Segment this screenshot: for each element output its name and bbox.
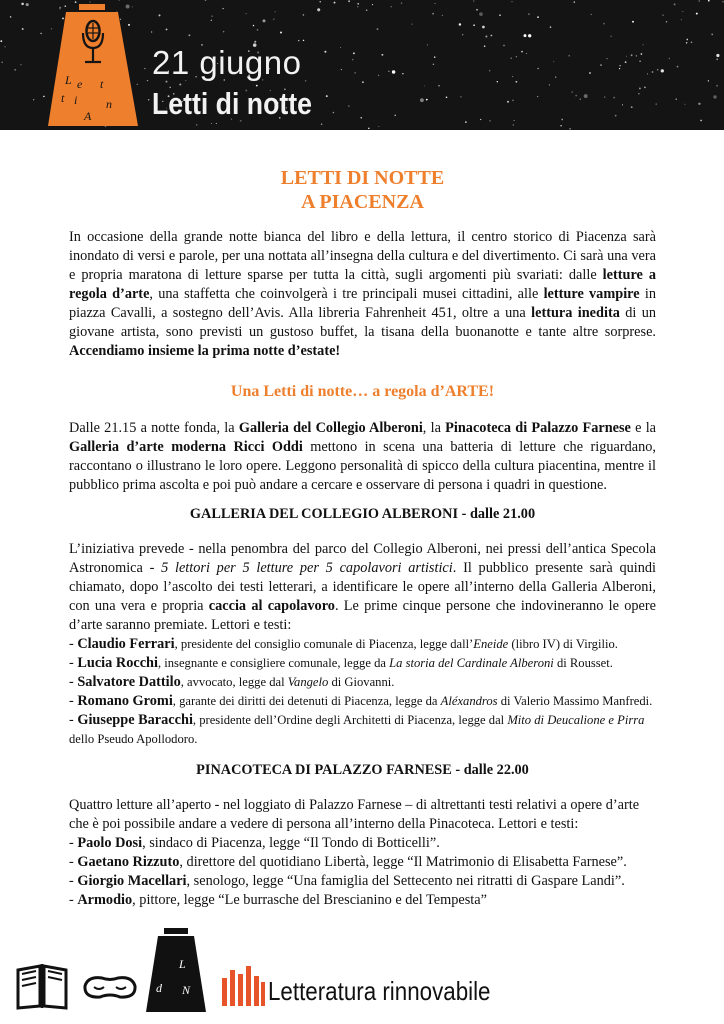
star	[321, 123, 322, 124]
star	[625, 61, 627, 63]
star	[489, 120, 491, 122]
list-item: - Giuseppe Baracchi, presidente dell’Ordine degli Architetti di Piacenza, legge dal Mito di Deucalione e Pirra dello Pseudo Apollodoro.	[69, 712, 645, 746]
work-title: Eneide	[473, 637, 509, 651]
bookshelf-icon	[222, 966, 266, 1008]
reader-name: Paolo Dosi	[77, 835, 143, 851]
star	[662, 14, 664, 16]
star	[433, 64, 434, 65]
reader-name: Claudio Ferrari	[77, 636, 175, 652]
star	[432, 13, 434, 15]
text-bold: Accendiamo insieme la prima notte d’estate!	[69, 343, 341, 359]
farnese-readers-list	[69, 834, 656, 910]
star	[4, 46, 5, 47]
star	[394, 115, 395, 116]
lamp-microphone-icon	[48, 4, 138, 126]
star	[579, 98, 581, 100]
star	[216, 123, 217, 124]
star	[524, 34, 527, 37]
text-bold: caccia al capolavoro	[208, 598, 335, 614]
text-run: . Le prime cinque persone che indovineranno le opere d’arte saranno premiate. Lettori e testi:	[69, 598, 656, 633]
star	[388, 71, 389, 72]
star	[674, 3, 676, 5]
star	[377, 28, 379, 30]
text-run: e la	[630, 420, 657, 436]
text-run: L’iniziativa prevede - nella penombra del parco del Collegio Alberoni, nei pressi dell’antica Specola Astronomica -	[69, 541, 656, 576]
list-item: - Gaetano Rizzuto, direttore del quotidiano Libertà, legge “Il Matrimonio di Elisabetta Farnese”.	[69, 854, 627, 870]
star	[212, 16, 213, 17]
header-banner	[0, 0, 724, 130]
star	[21, 3, 24, 6]
star	[368, 128, 369, 129]
page-title	[69, 166, 656, 214]
star	[353, 52, 355, 54]
star	[166, 28, 168, 30]
star	[442, 15, 443, 16]
section-heading-farnese: PINACOTECA DI PALAZZO FARNESE - dalle 22.00	[196, 762, 529, 778]
star	[619, 68, 620, 69]
star	[26, 3, 29, 6]
star	[427, 44, 428, 45]
star	[20, 64, 22, 66]
star	[675, 98, 677, 100]
reader-name: Giuseppe Baracchi	[77, 712, 193, 728]
star	[480, 119, 481, 120]
star	[89, 1, 90, 2]
star	[491, 35, 493, 37]
logo-letter: i	[74, 93, 78, 107]
reader-name: Armodio	[77, 892, 133, 908]
alberoni-readers-list	[69, 635, 656, 749]
logo-letter: t	[61, 91, 65, 105]
star	[319, 1, 320, 2]
farnese-paragraph: Quattro letture all’aperto - nel loggiato di Palazzo Farnese – di altrettanti testi relativi a opere d’arte che è poi possibile andare a vedere di persona all’interno della Pinacoteca. Lettori e testi:	[69, 797, 640, 832]
star	[151, 31, 152, 32]
star	[484, 45, 486, 47]
star	[684, 104, 685, 105]
star	[604, 96, 606, 98]
star	[686, 39, 688, 41]
star	[560, 125, 561, 126]
star	[561, 119, 563, 121]
star	[526, 53, 527, 54]
star	[669, 58, 670, 59]
star	[273, 19, 274, 20]
star	[619, 65, 620, 66]
lamp-icon	[146, 928, 206, 1012]
intro-paragraph	[69, 228, 656, 361]
text-run: In occasione della grande notte bianca del libro e della lettura, il centro storico di Piacenza sarà inondato di versi e parole, per una nottata all’insegna della cultura e del divertimento. Ci sarà una vera e propria maratona di letture sparse per tutta la città, sugli argomenti più svariati: dalle	[69, 229, 656, 283]
star	[434, 3, 435, 4]
list-item: - Claudio Ferrari, presidente del consiglio comunale di Piacenza, legge dall’Eneide (libro IV) di Virgilio.	[69, 636, 618, 652]
star	[537, 16, 539, 18]
star	[516, 81, 518, 83]
star	[682, 11, 683, 12]
star	[317, 8, 320, 11]
star	[326, 95, 328, 97]
text-run: di un giovane artista, sono previsti un gustoso buffet, la tisana della buonanotte e tante altre sorprese.	[69, 305, 656, 340]
star	[606, 58, 607, 59]
star	[575, 95, 577, 97]
star	[348, 0, 350, 2]
star	[465, 121, 467, 123]
star	[553, 61, 554, 62]
star	[303, 40, 305, 42]
text-run: . Il pubblico presente sarà quindi chiamato, dopo l’ascolto dei testi letterari, a identificare le opere all’interno della Galleria Alberoni, con una vera e propria	[69, 560, 656, 614]
star	[613, 97, 615, 99]
star	[0, 40, 2, 42]
arte-paragraph	[69, 419, 656, 495]
star	[391, 6, 392, 7]
list-item: - Armodio, pittore, legge “Le burrasche del Brescianino e del Tempesta”	[69, 892, 487, 908]
star	[677, 66, 679, 68]
star	[528, 13, 530, 15]
reader-name: Giorgio Macellari	[77, 873, 187, 889]
star	[696, 13, 698, 15]
sleep-mask-icon	[80, 972, 140, 1004]
star	[655, 103, 656, 104]
star	[485, 36, 487, 38]
star	[528, 34, 531, 37]
star	[434, 56, 436, 58]
star	[591, 14, 592, 15]
star	[352, 59, 354, 61]
text-bold: lettura inedita	[531, 305, 620, 321]
main-content	[69, 166, 656, 910]
star	[473, 24, 475, 26]
star	[603, 23, 605, 25]
star	[636, 55, 637, 56]
star	[341, 69, 342, 70]
star	[147, 80, 148, 81]
list-item: - Salvatore Dattilo, avvocato, legge dal Vangelo di Giovanni.	[69, 674, 395, 690]
star	[420, 98, 424, 102]
star	[555, 76, 556, 77]
star	[257, 29, 259, 31]
star	[75, 1, 77, 3]
star	[716, 85, 718, 87]
star	[159, 14, 161, 16]
star	[188, 34, 190, 36]
star	[584, 94, 588, 98]
star	[698, 0, 700, 2]
star	[512, 76, 513, 77]
star	[615, 115, 617, 117]
star	[298, 40, 299, 41]
work-title: Aléxandros	[440, 694, 498, 708]
star	[438, 85, 439, 86]
star	[324, 51, 326, 53]
star	[196, 124, 197, 125]
section-subtitle: Una Letti di notte… a regola d’ARTE!	[230, 383, 495, 400]
star	[426, 99, 428, 101]
text-run: Dalle 21.15 a notte fonda, la	[69, 420, 239, 436]
star	[254, 41, 256, 43]
star	[378, 126, 379, 127]
star	[700, 120, 702, 122]
work-title: Vangelo	[287, 675, 329, 689]
star	[514, 120, 515, 121]
star	[642, 44, 643, 45]
star	[340, 47, 341, 48]
text-run: , la	[422, 420, 446, 436]
header-date: 21 giugno	[152, 44, 302, 81]
star	[713, 95, 716, 98]
star	[569, 128, 570, 129]
star	[354, 72, 355, 73]
star	[511, 58, 512, 59]
star	[511, 1, 512, 2]
star	[473, 0, 474, 1]
star	[503, 45, 505, 47]
star	[716, 54, 719, 57]
star	[392, 70, 395, 73]
star	[639, 87, 641, 89]
star	[639, 60, 641, 62]
star	[722, 1, 723, 2]
star	[647, 73, 648, 74]
text-run: , una staffetta che coinvolgerà i tre principali musei cittadini, alle	[149, 286, 544, 302]
star	[550, 26, 552, 28]
work-title: La storia del Cardinale Alberoni	[389, 656, 554, 670]
star	[460, 96, 462, 98]
page-title-line2: A PIACENZA	[301, 191, 424, 213]
star	[482, 26, 485, 29]
star	[357, 3, 359, 5]
star	[40, 33, 42, 35]
reader-name: Lucia Rocchi	[77, 655, 158, 671]
star	[362, 81, 364, 83]
star	[372, 4, 373, 5]
star	[263, 19, 266, 22]
star	[657, 69, 658, 70]
star	[489, 70, 490, 71]
star	[360, 117, 361, 118]
star	[211, 123, 212, 124]
logo-letter: e	[77, 77, 83, 91]
list-item: - Giorgio Macellari, senologo, legge “Una famiglia del Settecento nei ritratti di Gaspare Landi”.	[69, 873, 625, 889]
star	[666, 21, 668, 23]
star	[253, 25, 255, 27]
reader-name: Romano Gromi	[77, 693, 173, 709]
star	[205, 0, 207, 1]
star	[521, 51, 523, 53]
star	[681, 19, 682, 20]
star	[571, 91, 573, 93]
list-item: - Lucia Rocchi, insegnante e consigliere comunale, legge da La storia del Cardinale Alberoni di Rousset.	[69, 655, 613, 671]
star	[631, 106, 633, 108]
star	[275, 11, 276, 12]
star	[119, 0, 120, 1]
star	[148, 99, 150, 101]
star	[223, 31, 225, 33]
text-bold: Galleria d’arte moderna Ricci Oddi	[69, 439, 303, 455]
star	[537, 96, 538, 97]
list-item: - Romano Gromi, garante dei diritti dei detenuti di Piacenza, legge da Aléxandros di Valerio Massimo Manfredi.	[69, 693, 653, 709]
star	[33, 99, 34, 100]
logo-letter: L	[65, 73, 72, 87]
lamp-letter: L	[179, 957, 186, 971]
text-italic: 5 lettori per 5 letture per 5 capolavori artistici	[161, 560, 453, 576]
star	[424, 85, 425, 86]
star	[348, 106, 349, 107]
work-title: Mito di Deucalione e Pirra	[507, 713, 645, 727]
star	[366, 9, 368, 11]
star	[334, 2, 336, 4]
star	[589, 72, 591, 74]
star	[513, 124, 514, 125]
star	[507, 101, 509, 103]
star	[144, 68, 145, 69]
star	[14, 69, 16, 71]
star	[711, 34, 713, 36]
star	[411, 24, 412, 25]
star	[462, 34, 463, 35]
star	[626, 56, 627, 57]
star	[43, 96, 45, 98]
reader-name: Salvatore Dattilo	[77, 674, 181, 690]
star	[549, 84, 550, 85]
star	[632, 21, 634, 23]
text-run: mettono in scena una batteria di letture che riguardano, raccontano o illustrano le loro opere. Leggono personalità di spicco della cultura piacentina, mentre il pubblico prima ascolta e poi può andare a cercare e osservare di persona i quadri in questione.	[69, 439, 656, 493]
star	[479, 12, 483, 16]
star	[381, 54, 383, 56]
star	[10, 16, 12, 18]
star	[610, 36, 611, 37]
list-item: - Paolo Dosi, sindaco di Piacenza, legge “Il Tondo di Botticelli”.	[69, 835, 440, 851]
star	[708, 80, 709, 81]
page-title-line1: LETTI DI NOTTE	[280, 167, 445, 189]
star	[512, 100, 514, 102]
star	[641, 53, 643, 55]
star	[1, 62, 3, 64]
star	[305, 80, 306, 81]
star	[476, 9, 478, 11]
star	[708, 0, 710, 2]
header-title: Letti di notte	[152, 86, 312, 121]
reader-name: Gaetano Rizzuto	[77, 854, 180, 870]
open-book-icon	[14, 962, 70, 1010]
text-bold: letture a regola d’arte	[69, 267, 657, 302]
star	[211, 20, 212, 21]
star	[644, 87, 646, 89]
star	[401, 2, 402, 3]
logo-letter: A	[84, 109, 92, 123]
lamp-letter: N	[182, 983, 191, 997]
brand-text: Letteratura rinnovabile	[268, 976, 491, 1006]
star	[357, 6, 358, 7]
star	[280, 32, 282, 34]
text-bold: Galleria del Collegio Alberoni	[238, 420, 423, 436]
star	[333, 112, 335, 114]
lamp-letter: d	[156, 981, 162, 995]
star	[303, 14, 305, 16]
star	[661, 69, 664, 72]
star	[222, 8, 223, 9]
section-heading-alberoni: GALLERIA DEL COLLEGIO ALBERONI - dalle 21.00	[189, 506, 536, 522]
star	[622, 104, 623, 105]
text-bold: Pinacoteca di Palazzo Farnese	[445, 420, 631, 436]
star	[497, 81, 498, 82]
star	[499, 14, 501, 16]
star	[459, 23, 461, 25]
star	[631, 54, 633, 56]
text-bold: letture vampire	[543, 286, 640, 302]
star	[600, 64, 602, 66]
star	[716, 59, 718, 61]
star	[516, 56, 517, 57]
text-run: in piazza Cavalli, a sostegno dell’Avis. Alla libreria Fahrenheit 451, oltre a una	[69, 286, 656, 321]
logo-letter: t	[100, 77, 104, 91]
star	[638, 93, 639, 94]
star	[537, 68, 539, 70]
star	[568, 55, 570, 57]
star	[574, 1, 575, 2]
alberoni-paragraph	[69, 540, 656, 635]
star	[652, 71, 654, 73]
star	[446, 97, 448, 99]
star	[378, 75, 379, 76]
logo-letter: n	[106, 97, 112, 111]
star	[686, 42, 688, 44]
star	[402, 73, 403, 74]
star	[22, 28, 24, 30]
star	[691, 41, 693, 43]
star	[246, 13, 247, 14]
star	[698, 103, 700, 105]
